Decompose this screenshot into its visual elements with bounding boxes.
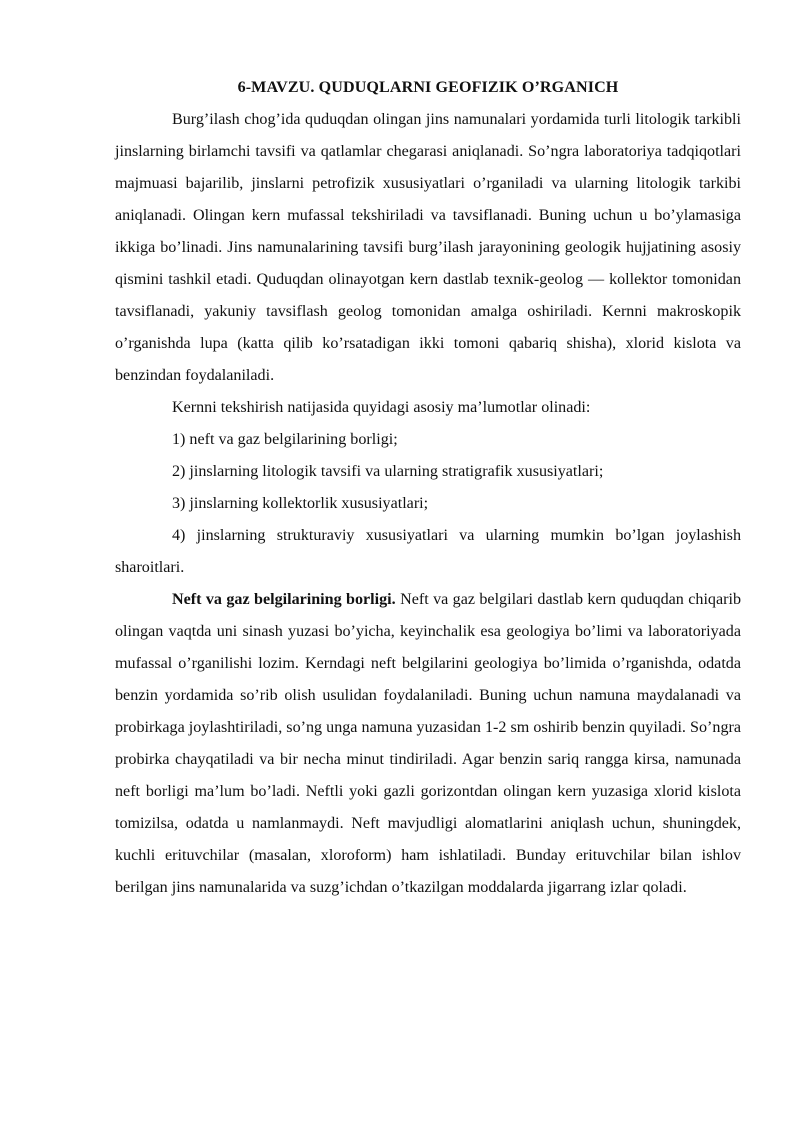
intro-paragraph: Burg’ilash chog’ida quduqdan olingan jins namunalari yordamida turli litologik tarkibli jinslarning birlamchi tavsifi va qatlamlar chegarasi aniqlanadi. So’ngra laboratoriya tadqiqotlari majmuasi bajarilib, jinslarni petrofizik xususiyatlari o’rganiladi va ularning litologik tarkibi aniqlanadi. Olingan kern mufassal tekshiriladi va tavsiflanadi. Buning uchun u bo’ylamasiga ikkiga bo’linadi. Jins namunalarining tavsifi burg’ilash jarayonining geologik hujjatining asosiy qismini tashkil etadi. Quduqdan olinayotgan kern dastlab texnik-geolog — kollektor tomonidan tavsiflanadi, yakuniy tavsiflash geolog tomonidan amalga oshiriladi. Kernni makroskopik o’rganishda lupa (katta qilib ko’rsatadigan ikki tomoni qabariq shisha), xlorid kislota va benzindan foydalaniladi. bbox=[115, 111, 741, 384]
document-page bbox=[115, 72, 741, 904]
oil-gas-signs-body: Neft va gaz belgilari dastlab kern quduqdan chiqarib olingan vaqtda uni sinash yuzasi bo’yicha, keyinchalik esa geologiya bo’limi va laboratoriyada mufassal o’rganilishi lozim. Kerndagi neft belgilarini geologiya bo’limida o’rganishda, odatda benzin yordamida so’rib olish usulidan foydalaniladi. Buning uchun namuna maydalanadi va probirkaga joylashtiriladi, so’ng unga namuna yuzasidan 1-2 sm oshirib benzin quyiladi. So’ngra probirka chayqatiladi va bir necha minut tindiriladi. Agar benzin sariq rangga kirsa, namunada neft borligi ma’lum bo’ladi. Neftli yoki gazli gorizontdan olingan kern yuzasiga xlorid kislota tomizilsa, odatda u namlanmaydi. Neft mavjudligi alomatlarini aniqlash uchun, shuningdek, kuchli erituvchilar (masalan, xloroform) ham ishlatiladi. Bunday erituvchilar bilan ishlov berilgan jins namunalarida va suzg’ichdan o’tkazilgan moddalarda jigarrang izlar qoladi. bbox=[115, 591, 741, 896]
page-title: 6-MAVZU. QUDUQLARNI GEOFIZIK O’RGANICH bbox=[237, 79, 619, 96]
list-item-3: 3) jinslarning kollektorlik xususiyatlari; bbox=[172, 495, 429, 512]
oil-gas-signs-heading: Neft va gaz belgilarining borligi. bbox=[172, 591, 396, 608]
list-item-2: 2) jinslarning litologik tavsifi va ularning stratigrafik xususiyatlari; bbox=[172, 463, 604, 480]
oil-gas-signs-paragraph bbox=[115, 584, 741, 904]
list-item-1: 1) neft va gaz belgilarining borligi; bbox=[172, 431, 398, 448]
list-item-4: 4) jinslarning strukturaviy xususiyatlari va ularning mumkin bo’lgan joylashish sharoitlari. bbox=[115, 527, 741, 576]
results-intro-paragraph: Kernni tekshirish natijasida quyidagi asosiy ma’lumotlar olinadi: bbox=[172, 399, 591, 416]
